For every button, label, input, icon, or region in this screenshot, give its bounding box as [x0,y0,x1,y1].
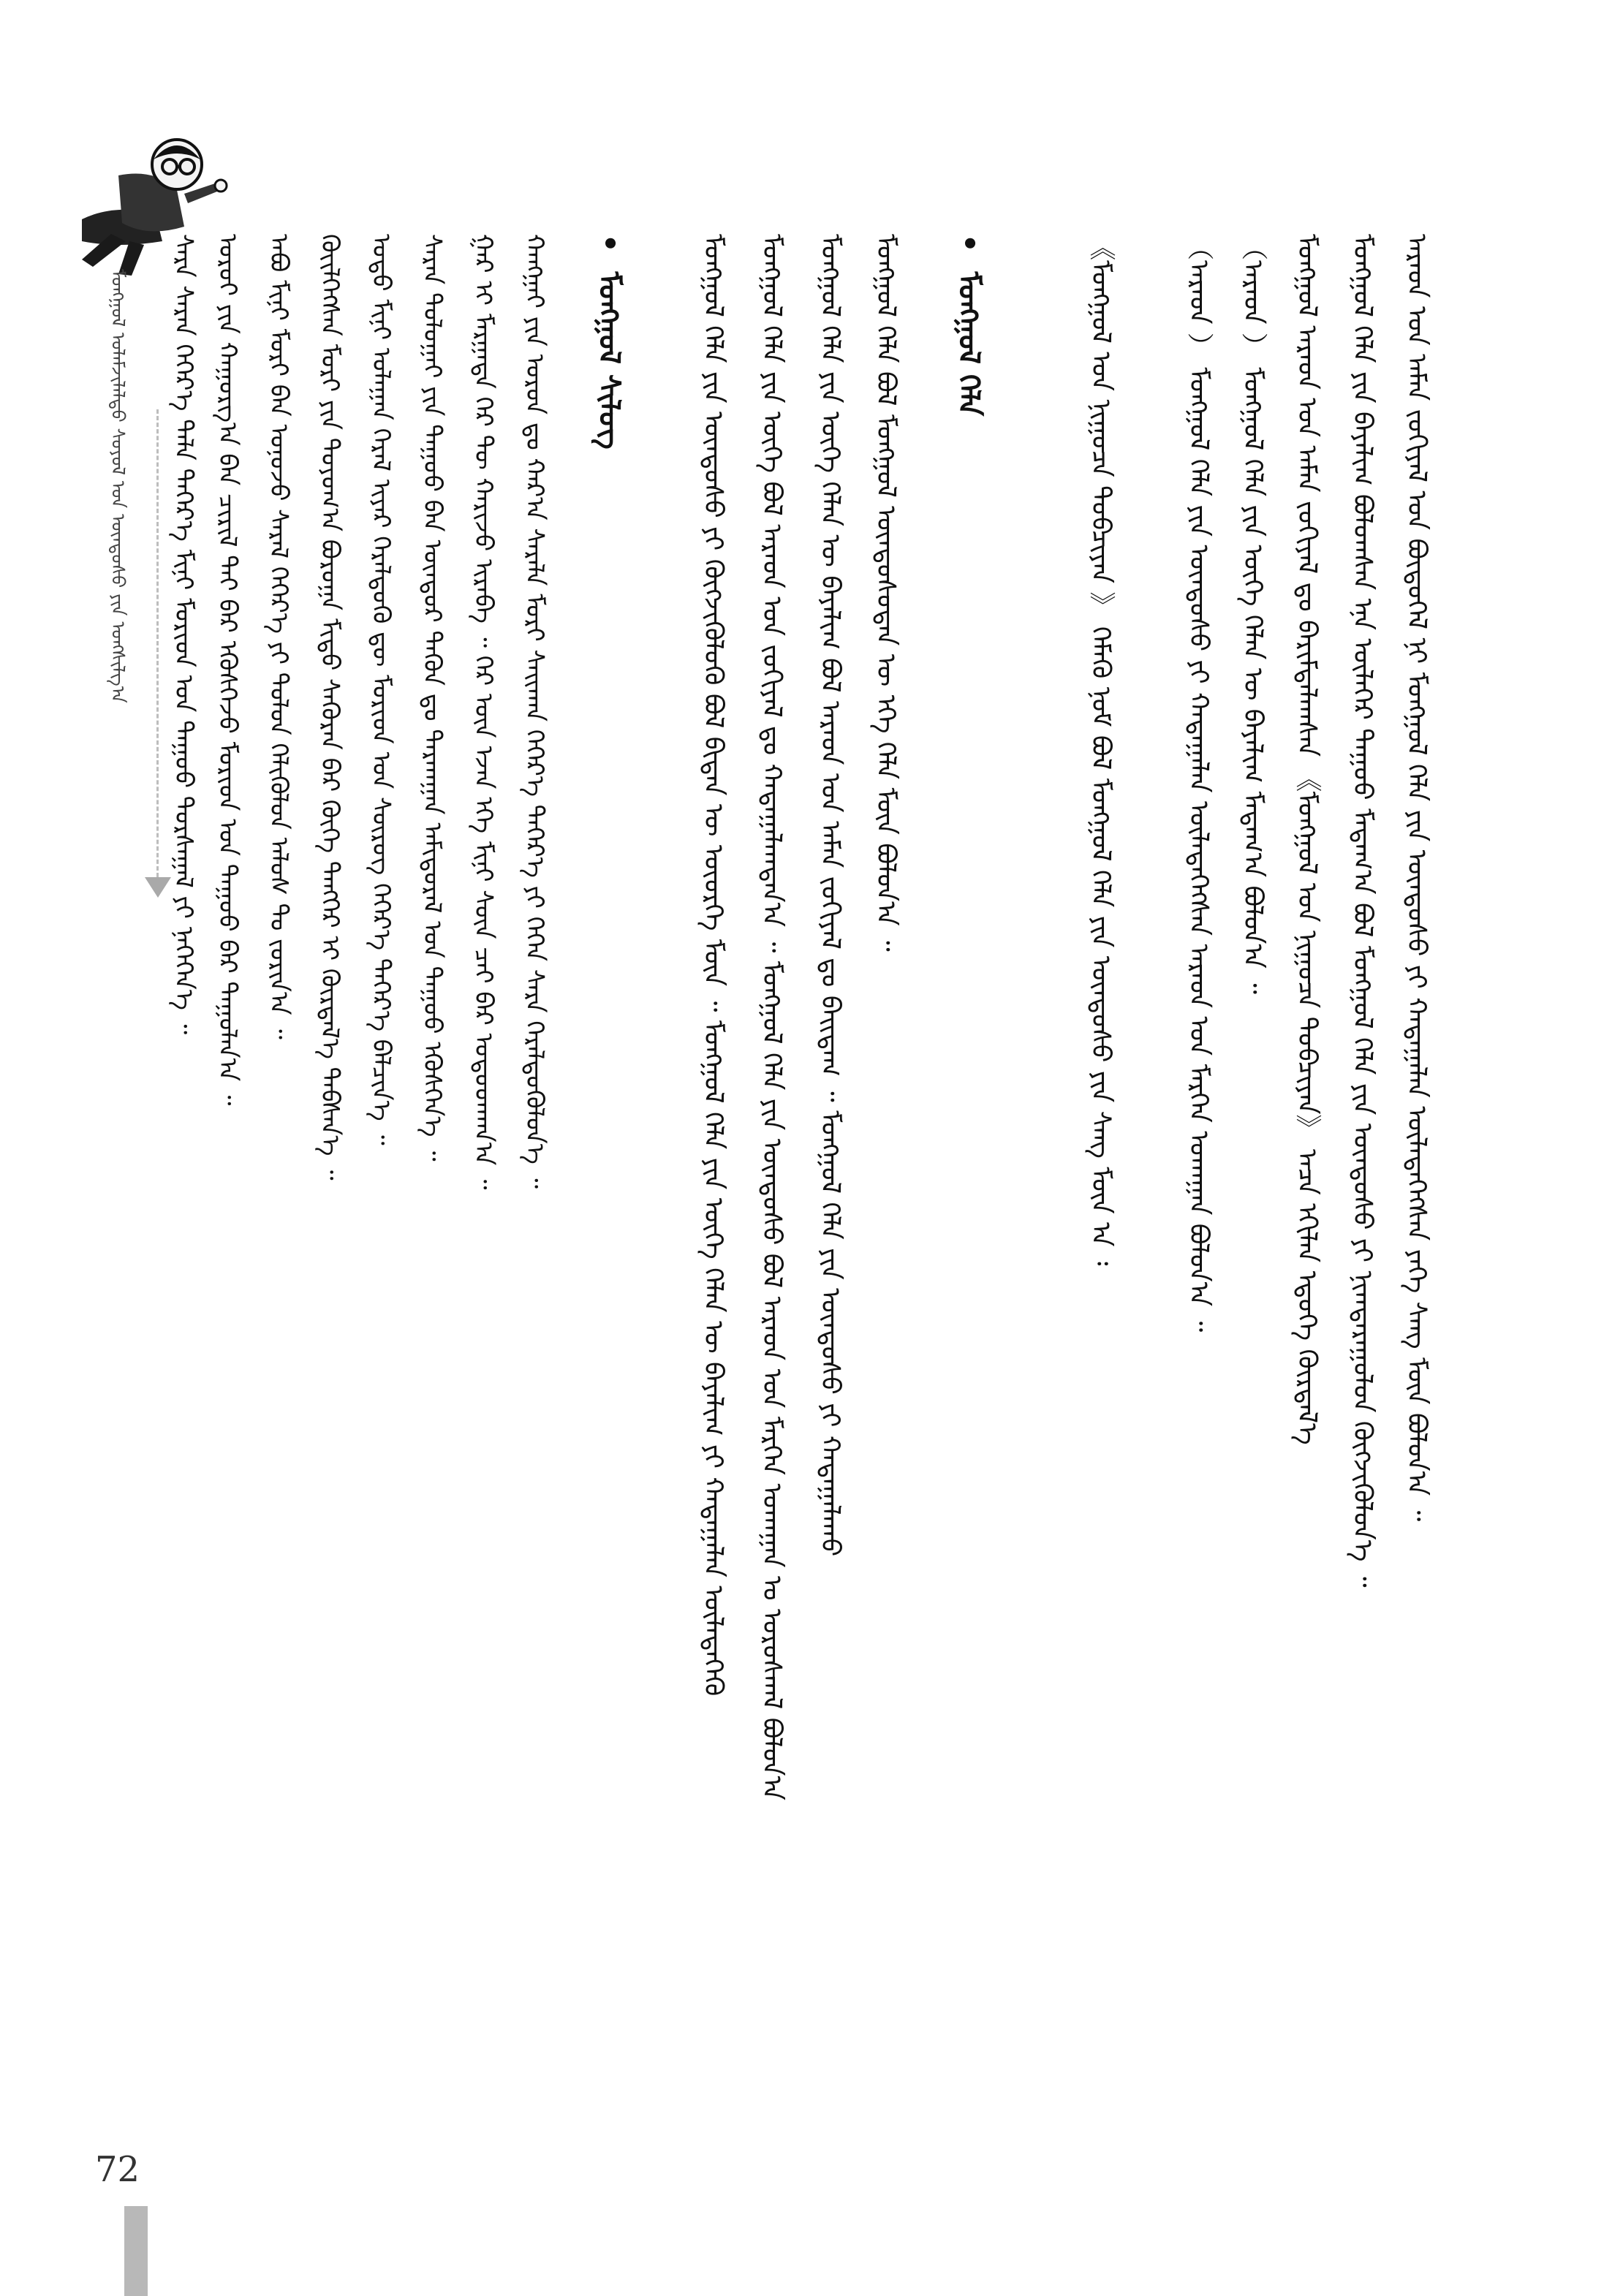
text-column [1398,234,1434,2164]
bullet-icon: • [952,234,985,253]
text-column [1180,234,1217,2164]
text-column [753,234,790,2164]
text-column [1234,234,1271,2164]
mascot-illustration [67,132,228,278]
column-text: （ᠠᠷᠠᠳ ） ᠮᠣᠩᠭᠤᠯ ᠬᠡᠯᠡ ᠶᠢᠨ ᠦᠭᠡ ᠬᠡᠯᠡᠨ ᠦ ᠪᠠᠶᠠᠯᠢᠭ ᠮᠠᠲᠠᠭ᠎ᠠ ᠪᠣᠯᠤᠨ᠎ᠠ ᠃ [1238,234,1268,994]
running-header: ᠮᠣᠩᠭᠤᠯ ᠤᠯᠠᠮᠵᠢᠯᠠᠯᠲᠤ ᠰᠣᠶᠣᠯ ᠤᠨ ᠦᠨᠳᠦᠰᠦ ᠶᠢᠨ ᠤᠩᠰᠢᠯᠭ᠎ᠠ [107,269,129,703]
heading-text: ᠮᠣᠩᠭᠤᠯ ᠰᠢᠯᠦᠭ [592,271,626,450]
text-column [812,234,848,2164]
column-text: ᠮᠣᠩᠭᠤᠯ ᠬᠡᠯᠡ ᠶᠢᠨ ᠪᠠᠶᠠᠯᠢᠭ ᠪᠣᠯᠤᠭᠰᠠᠨ ᠡᠨᠡ ᠦᠯᠡᠬᠡᠷ ᠳᠠᠭᠤᠤ ᠮᠠᠲᠠᠭ᠎ᠠ ᠪᠣᠯ ᠮᠣᠩᠭᠤᠯ ᠬᠡᠯᠡ ᠶᠢᠨ ᠦᠨᠳᠦᠰᠦ ᠶᠢ ᠨᠢᠭᠲᠠᠷᠠᠭᠤᠯᠤᠨ ᠬᠥᠭᠵᠢᠭᠦᠯᠦᠨ᠎ᠡ ᠃ [1347,234,1377,1588]
poem-column [311,234,348,2164]
section-heading [591,234,627,2164]
column-text: ᠮᠣᠩᠭᠤᠯ ᠬᠡᠯᠡ ᠶᠢᠨ ᠦᠭᠡ ᠬᠡᠯᠡᠨ ᠦ ᠪᠠᠶᠠᠯᠢᠭ ᠪᠣᠯ ᠠᠷᠠᠳ ᠤᠨ ᠠᠮᠠᠨ ᠵᠣᠬᠢᠶᠠᠯ ᠳᠤ ᠪᠠᠢᠳᠠᠭ ᠃ ᠮᠣᠩᠭᠤᠯ ᠬᠡᠯᠡ ᠶᠢᠨ ᠦᠨᠳᠦᠰᠦ ᠶᠢ ᠬᠠᠳᠠᠭᠠᠯᠠᠬᠤ [815,234,845,1557]
column-text: ᠮᠣᠩᠭᠤᠯ ᠬᠡᠯᠡ ᠪᠣᠯ ᠮᠣᠩᠭᠤᠯ ᠦᠨᠳᠦᠰᠦᠲᠡᠨ ᠦ ᠡᠬᠡ ᠬᠡᠯᠡ ᠮᠥᠨ ᠪᠣᠯᠤᠨ᠎ᠠ ᠃ [871,234,901,952]
text-column [867,234,904,2164]
column-text: （ᠠᠷᠠᠳ ） ᠮᠣᠩᠭᠤᠯ ᠬᠡᠯᠡ ᠶᠢᠨ ᠦᠨᠳᠦᠰᠦ ᠶᠢ ᠬᠠᠳᠠᠭᠠᠯᠠᠨ ᠦᠯᠡᠳᠡᠭᠡᠭᠰᠡᠨ ᠠᠷᠠᠳ ᠤᠨ ᠮᠡᠷᠭᠡᠨ ᠤᠬᠠᠭᠠᠨ ᠪᠣᠯᠤᠨ᠎ᠠ ᠃ [1184,234,1214,1333]
column-text: ᠮᠣᠩᠭᠤᠯ ᠬᠡᠯᠡ ᠶᠢᠨ ᠦᠨᠳᠦᠰᠦ ᠶᠢ ᠬᠥᠭᠵᠢᠭᠦᠯᠦᠬᠦ ᠪᠣᠯ ᠪᠢᠳᠡᠨ ᠦ ᠦᠦᠷᠭᠡ ᠮᠥᠨ ᠃ ᠮᠣᠩᠭᠤᠯ ᠬᠡᠯᠡ ᠶᠢᠨ ᠦᠭᠡ ᠬᠡᠯᠡᠨ ᠦ ᠪᠠᠶᠠᠯᠢᠭ ᠶᠢ ᠬᠠᠳᠠᠭᠠᠯᠠᠨ ᠦᠯᠡᠳᠡᠭᠡᠬᠦ [698,234,728,1697]
heading-text: ᠮᠣᠩᠭᠤᠯ ᠬᠡᠯᠡ [952,271,985,417]
column-text: 《ᠮᠣᠩᠭᠤᠯ ᠤᠨ ᠨᠢᠭᠤᠴᠠ ᠲᠣᠪᠴᠢᠶᠠᠨ 》 ᠬᠡᠮᠡᠬᠦ ᠨᠣᠮ ᠪᠣᠯ ᠮᠣᠩᠭᠤᠯ ᠬᠡᠯᠡ ᠶᠢᠨ ᠦᠨᠳᠦᠰᠦ ᠶᠢᠨ ᠰᠠᠩ ᠮᠥᠨ ᠠ ᠄ [1086,234,1116,1266]
column-text: ᠭᠠᠷ ᠢ ᠮᠠᠷᠭᠠᠳᠠ ᠭᠡᠷ ᠲᠦ ᠬᠠᠷᠢᠵᠤ ᠢᠷᠡᠪᠡ ᠃ ᠭᠡᠷ ᠦᠨ ᠡᠵᠡᠨ ᠡᠬᠡ ᠮᠢᠨᠢ ᠰᠦᠨ ᠴᠠᠢ ᠪᠠᠷ ᠤᠳᠤᠳᠬᠠᠨ᠎ᠠ ᠃ [469,234,498,1190]
poem-column [260,234,297,2164]
column-text: ᠣᠳᠣ ᠮᠢᠨᠢ ᠤᠯᠠᠭᠠᠨ ᠭᠡᠷᠡᠯ ᠢᠶᠡᠷ ᠭᠡᠷᠡᠯᠲᠦᠬᠦ ᠳᠦ ᠮᠣᠷᠢᠳ ᠤᠨ ᠰᠦᠷᠦᠭ ᠬᠡᠭᠡᠷ᠎ᠡ ᠳᠡᠭᠡᠷ᠎ᠡ ᠪᠡᠯᠴᠢᠨ᠎ᠡ ᠃ [366,234,396,1145]
section-heading [950,234,987,2164]
column-text: ᠰᠠᠷᠠ ᠰᠠᠷᠠᠨ ᠬᠡᠭᠡᠷ᠎ᠡ ᠲᠡᠯᠡ ᠳᠡᠭᠡᠷ᠎ᠡ ᠮᠢᠨᠢ ᠮᠣᠷᠢᠳ ᠤᠨ ᠳᠠᠭᠤᠤ ᠳᠤᠷᠰᠠᠭᠠᠯ ᠶᠢ ᠨᠡᠭᠡᠭᠡᠨ᠎ᠡ ᠃ [169,234,198,1035]
poem-column [209,234,246,2164]
page-edge-bar [124,2206,148,2296]
poem-column [414,234,450,2164]
text-column [695,234,731,2164]
text-column [1288,234,1325,2164]
column-text: ᠰᠠᠷᠠᠨ ᠲᠣᠯᠤᠭᠠᠢ ᠶᠢᠨ ᠳᠠᠭᠤᠤ ᠪᠠᠨ ᠦᠨᠳᠦᠷ ᠲᠡᠭᠦᠨ ᠳᠤ ᠲᠠᠷᠬᠠᠭᠠᠨ ᠠᠮᠢᠳᠤᠷᠠᠯ ᠤᠨ ᠳᠠᠭᠤᠤ ᠡᠭᠦᠰᠭᠡᠨ᠎ᠡ ᠃ [417,234,447,1162]
poem-column [465,234,502,2164]
column-text: ᠭᠦᠢᠯᠭᠡᠭᠰᠡᠨ ᠮᠣᠷᠢ ᠶᠢᠨ ᠲᠣᠶᠣᠭ᠎ᠠ ᠪᠣᠷᠣᠭᠠ ᠮᠢᠲᠦ ᠰᠡᠭᠦᠷᠡᠨ ᠪᠠᠷ ᠬᠥᠬᠡ ᠲᠡᠩᠭᠡᠷ ᠢ ᠬᠦᠷᠲᠡᠯ᠎ᠡ ᠳᠡᠪᠰᠡᠨ᠎ᠡ ᠃ [315,234,344,1181]
poem-column [165,234,202,2164]
bullet-icon: • [592,234,626,253]
page-number: 72 [95,2149,140,2190]
poem-column [363,234,399,2164]
column-text: ᠠᠪᠤ ᠮᠢᠨᠢ ᠮᠣᠷᠢ ᠪᠡᠨ ᠤᠨᠤᠵᠤ ᠰᠠᠷᠠᠯ ᠬᠡᠭᠡᠷ᠎ᠡ ᠶᠢ ᠲᠤᠯᠤᠨ ᠬᠡᠯᠢᠭᠦᠯᠦᠨ ᠠᠯᠤᠰ ᠲᠤ ᠵᠣᠷᠢᠨ᠎ᠠ ᠃ [264,234,293,1039]
column-text: ᠬᠠᠩᠭᠠᠢ ᠶᠢᠨ ᠣᠷᠣᠨ ᠳᠤ ᠬᠠᠷ᠎ᠠ ᠰᠠᠷᠠᠯᠠ ᠮᠣᠷᠢ ᠰᠠᠢᠬᠠᠨ ᠬᠡᠭᠡᠷ᠎ᠡ ᠳᠡᠭᠡᠷ᠎ᠡ ᠶᠢ ᠭᠡᠭᠡᠨ ᠰᠠᠷᠠ ᠭᠡᠷᠡᠯᠲᠦᠭᠦᠯᠦᠨ᠎ᠡ ᠃ [520,234,549,1189]
poem-column [516,234,553,2164]
column-text: ᠠᠷᠠᠳ ᠤᠨ ᠠᠮᠠᠨ ᠵᠣᠬᠢᠶᠠᠯ ᠤᠨ ᠪᠦᠲᠦᠭᠡᠯ ᠨᠢ ᠮᠣᠩᠭᠤᠯ ᠬᠡᠯᠡ ᠶᠢᠨ ᠦᠨᠳᠦᠰᠦ ᠶᠢ ᠬᠠᠳᠠᠭᠠᠯᠠᠨ ᠦᠯᠡᠳᠡᠭᠡᠭᠰᠡᠨ ᠶᠡᠬᠡ ᠰᠠᠩ ᠮᠥᠨ ᠪᠣᠯᠤᠨ᠎ᠠ ᠃ [1401,234,1431,1522]
column-text: ᠣᠷᠣᠢ ᠶᠢᠨ ᠬᠠᠭᠤᠷᠭ᠎ᠠ ᠪᠠᠨ ᠴᠢᠷᠢᠯ ᠲᠡᠢ ᠪᠠᠷ ᠡᠭᠦᠰᠭᠡᠵᠦ ᠮᠣᠷᠢᠳ ᠤᠨ ᠳᠠᠭᠤᠤ ᠪᠠᠷ ᠳᠠᠭᠤᠯᠠᠨ᠎ᠠ ᠃ [213,234,242,1106]
header-dashed-line [156,409,159,877]
text-column [1082,234,1119,2164]
column-text: ᠮᠣᠩᠭᠤᠯ ᠬᠡᠯᠡ ᠶᠢᠨ ᠦᠭᠡ ᠪᠣᠯ ᠠᠷᠠᠳ ᠤᠨ ᠵᠣᠬᠢᠶᠠᠯ ᠳᠤ ᠬᠠᠳᠠᠭᠠᠯᠠᠭᠳᠠᠨ᠎ᠠ ᠃ ᠮᠣᠩᠭᠤᠯ ᠬᠡᠯᠡ ᠶᠢᠨ ᠦᠨᠳᠦᠰᠦ ᠪᠣᠯ ᠠᠷᠠᠳ ᠤᠨ ᠮᠡᠷᠭᠡᠨ ᠤᠬᠠᠭᠠᠨ ᠤ ᠤᠷᠤᠰᠬᠠᠯ ᠪᠣᠯᠤᠨ᠎ᠠ [757,234,787,1800]
text-column [1344,234,1380,2164]
column-text: ᠮᠣᠩᠭᠤᠯ ᠠᠷᠠᠳ ᠤᠨ ᠠᠮᠠᠨ ᠵᠣᠬᠢᠶᠠᠯ ᠳᠤ ᠪᠠᠷᠢᠮᠲᠠᠯᠠᠭᠰᠠᠨ 《ᠮᠣᠩᠭᠤᠯ ᠤᠨ ᠨᠢᠭᠤᠴᠠ ᠲᠣᠪᠴᠢᠶᠠᠨ》 ᠠᠴᠠ ᠡᠬᠢᠯᠡᠨ ᠡᠳᠦᠭᠡ ᠬᠦᠷᠲᠡᠯ᠎ᠡ [1292,234,1322,1445]
